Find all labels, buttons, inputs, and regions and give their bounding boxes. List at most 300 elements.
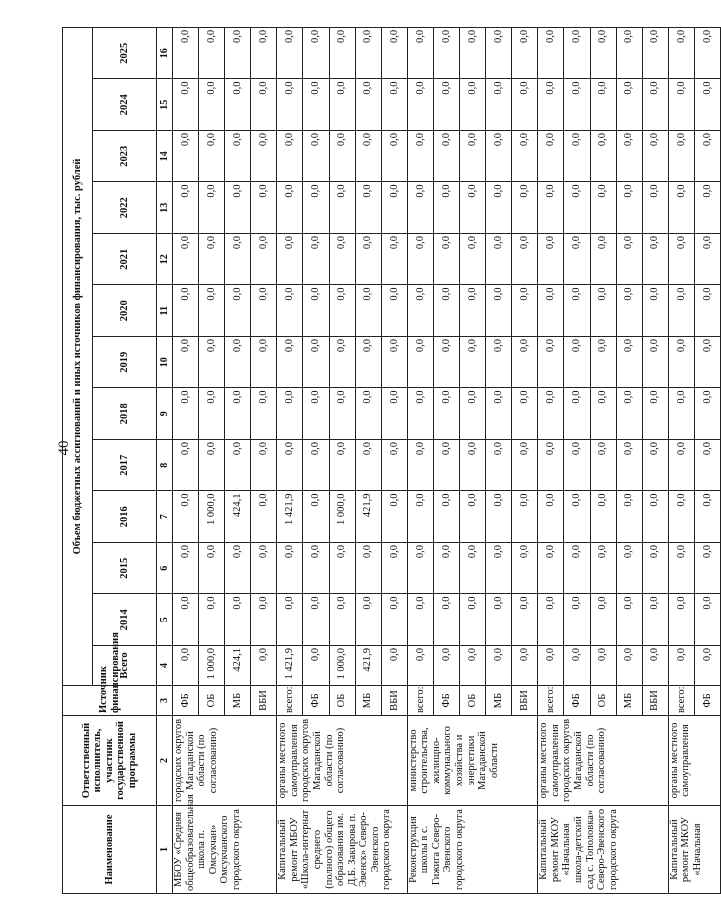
header-index: 10	[157, 337, 173, 389]
total-value: 0,0	[616, 646, 642, 686]
year-value: 0,0	[329, 594, 355, 646]
total-value: 0,0	[251, 646, 277, 686]
year-value: 0,0	[277, 388, 303, 440]
year-value: 0,0	[512, 337, 538, 389]
year-value: 0,0	[538, 337, 564, 389]
year-value: 0,0	[329, 182, 355, 234]
funding-source: ВБИ	[251, 686, 277, 716]
year-value: 1 000,0	[199, 491, 225, 543]
year-value: 0,0	[564, 234, 590, 286]
year-value: 0,0	[512, 285, 538, 337]
year-value: 0,0	[512, 182, 538, 234]
funding-source: ОБ	[329, 686, 355, 716]
year-value: 0,0	[199, 285, 225, 337]
funding-source: всего:	[277, 686, 303, 716]
header-index: 9	[157, 388, 173, 440]
header-year: 2017	[93, 440, 157, 492]
year-value: 0,0	[590, 234, 616, 286]
year-value: 0,0	[642, 285, 668, 337]
year-value: 0,0	[251, 337, 277, 389]
year-value: 0,0	[355, 337, 381, 389]
year-value: 0,0	[668, 234, 694, 286]
year-value: 0,0	[381, 388, 407, 440]
total-value: 424,1	[225, 646, 251, 686]
year-value: 0,0	[460, 79, 486, 131]
funding-source: МБ	[486, 686, 512, 716]
year-value: 0,0	[590, 388, 616, 440]
year-value: 0,0	[538, 131, 564, 183]
year-value: 0,0	[668, 182, 694, 234]
year-value: 0,0	[564, 594, 590, 646]
year-value: 0,0	[668, 491, 694, 543]
year-value: 0,0	[277, 131, 303, 183]
year-value: 0,0	[225, 285, 251, 337]
year-value: 0,0	[199, 543, 225, 595]
year-value: 0,0	[355, 234, 381, 286]
year-value: 0,0	[381, 234, 407, 286]
year-value: 0,0	[460, 594, 486, 646]
year-value: 0,0	[668, 79, 694, 131]
year-value: 0,0	[486, 388, 512, 440]
header-executor: Ответственный исполнитель, участник государственной программы	[63, 716, 157, 806]
year-value: 0,0	[407, 27, 433, 79]
year-value: 0,0	[329, 543, 355, 595]
year-value: 0,0	[303, 79, 329, 131]
year-value: 0,0	[173, 182, 199, 234]
year-value: 0,0	[173, 388, 199, 440]
header-index: 3	[157, 686, 173, 716]
year-value: 0,0	[277, 234, 303, 286]
total-value: 1 421,9	[277, 646, 303, 686]
executor: органы местного самоуправления	[668, 716, 720, 806]
object-name: МБОУ «Средняя общеобразовательная школа п. Омсукчан» Омсукчанского городского округа	[173, 806, 277, 894]
year-value: 0,0	[460, 388, 486, 440]
header-index: 2	[157, 716, 173, 806]
year-value: 0,0	[668, 388, 694, 440]
year-value: 0,0	[694, 491, 720, 543]
year-value: 0,0	[329, 388, 355, 440]
year-value: 0,0	[616, 182, 642, 234]
year-value: 0,0	[225, 27, 251, 79]
header-year: 2022	[93, 182, 157, 234]
header-year: 2018	[93, 388, 157, 440]
funding-source: МБ	[355, 686, 381, 716]
year-value: 0,0	[694, 337, 720, 389]
funding-source: ВБИ	[512, 686, 538, 716]
header-year: 2014	[93, 594, 157, 646]
year-value: 0,0	[251, 285, 277, 337]
year-value: 0,0	[538, 594, 564, 646]
header-year: 2019	[93, 337, 157, 389]
funding-source: всего:	[407, 686, 433, 716]
year-value: 0,0	[303, 285, 329, 337]
year-value: 0,0	[486, 543, 512, 595]
year-value: 0,0	[486, 182, 512, 234]
page-number: 40	[56, 440, 72, 456]
year-value: 0,0	[486, 285, 512, 337]
year-value: 0,0	[616, 440, 642, 492]
year-value: 0,0	[355, 440, 381, 492]
year-value: 0,0	[668, 594, 694, 646]
year-value: 0,0	[303, 543, 329, 595]
year-value: 0,0	[355, 79, 381, 131]
year-value: 0,0	[303, 234, 329, 286]
year-value: 0,0	[616, 594, 642, 646]
year-value: 0,0	[277, 440, 303, 492]
year-value: 0,0	[486, 594, 512, 646]
year-value: 0,0	[407, 285, 433, 337]
year-value: 0,0	[381, 27, 407, 79]
header-index: 5	[157, 594, 173, 646]
year-value: 0,0	[512, 491, 538, 543]
year-value: 0,0	[694, 79, 720, 131]
year-value: 0,0	[694, 543, 720, 595]
year-value: 0,0	[694, 27, 720, 79]
year-value: 0,0	[460, 543, 486, 595]
year-value: 0,0	[225, 131, 251, 183]
year-value: 0,0	[460, 27, 486, 79]
year-value: 0,0	[251, 131, 277, 183]
year-value: 0,0	[433, 131, 459, 183]
year-value: 0,0	[694, 182, 720, 234]
header-total: Всего	[93, 646, 157, 686]
year-value: 0,0	[616, 27, 642, 79]
funding-source: ФБ	[433, 686, 459, 716]
table-row	[538, 27, 564, 893]
year-value: 0,0	[225, 543, 251, 595]
table-row	[407, 27, 433, 893]
year-value: 0,0	[512, 131, 538, 183]
year-value: 0,0	[225, 594, 251, 646]
header-volume-group: Объем бюджетных ассигнований и иных источников финансирования, тыс. рублей	[63, 27, 93, 685]
year-value: 0,0	[590, 543, 616, 595]
year-value: 0,0	[590, 440, 616, 492]
year-value: 0,0	[199, 27, 225, 79]
year-value: 0,0	[564, 491, 590, 543]
year-value: 0,0	[486, 337, 512, 389]
funding-source: ОБ	[460, 686, 486, 716]
total-value: 0,0	[564, 646, 590, 686]
year-value: 0,0	[616, 337, 642, 389]
year-value: 0,0	[668, 27, 694, 79]
year-value: 0,0	[225, 234, 251, 286]
year-value: 0,0	[381, 594, 407, 646]
object-name: Реконструкция школы в с. Гижига Северо-Эвенского городского округа	[407, 806, 537, 894]
year-value: 0,0	[642, 27, 668, 79]
year-value: 0,0	[486, 79, 512, 131]
total-value: 0,0	[538, 646, 564, 686]
year-value: 0,0	[381, 440, 407, 492]
year-value: 0,0	[538, 27, 564, 79]
year-value: 0,0	[407, 131, 433, 183]
year-value: 0,0	[538, 234, 564, 286]
year-value: 0,0	[407, 594, 433, 646]
year-value: 0,0	[433, 182, 459, 234]
year-value: 0,0	[355, 27, 381, 79]
total-value: 0,0	[512, 646, 538, 686]
year-value: 0,0	[225, 337, 251, 389]
year-value: 1 000,0	[329, 491, 355, 543]
total-value: 1 000,0	[199, 646, 225, 686]
year-value: 0,0	[590, 182, 616, 234]
year-value: 0,0	[564, 182, 590, 234]
year-value: 0,0	[381, 491, 407, 543]
year-value: 0,0	[668, 440, 694, 492]
year-value: 0,0	[251, 27, 277, 79]
year-value: 0,0	[564, 337, 590, 389]
total-value: 0,0	[303, 646, 329, 686]
year-value: 0,0	[433, 27, 459, 79]
rotated-table-container	[62, 28, 713, 894]
total-value: 0,0	[642, 646, 668, 686]
year-value: 0,0	[668, 285, 694, 337]
year-value: 0,0	[355, 182, 381, 234]
header-year: 2021	[93, 234, 157, 286]
total-value: 0,0	[381, 646, 407, 686]
funding-source: ОБ	[199, 686, 225, 716]
year-value: 0,0	[642, 234, 668, 286]
year-value: 0,0	[460, 131, 486, 183]
object-name: Капитальный ремонт МКОУ «Начальная школа-детский сад с. Тополовка» Северо-Эвенского городского округа	[538, 806, 668, 894]
year-value: 0,0	[251, 440, 277, 492]
year-value: 421,9	[355, 491, 381, 543]
year-value: 0,0	[642, 182, 668, 234]
header-index: 15	[157, 79, 173, 131]
year-value: 0,0	[668, 543, 694, 595]
year-value: 0,0	[173, 285, 199, 337]
header-year: 2025	[93, 27, 157, 79]
funding-source: всего:	[668, 686, 694, 716]
year-value: 1 421,9	[277, 491, 303, 543]
year-value: 0,0	[590, 337, 616, 389]
funding-source: ФБ	[303, 686, 329, 716]
year-value: 0,0	[538, 491, 564, 543]
table-row	[173, 27, 199, 893]
year-value: 0,0	[590, 594, 616, 646]
header-index: 8	[157, 440, 173, 492]
year-value: 424,1	[225, 491, 251, 543]
year-value: 0,0	[303, 337, 329, 389]
funding-source: всего:	[538, 686, 564, 716]
year-value: 0,0	[173, 491, 199, 543]
year-value: 0,0	[407, 388, 433, 440]
year-value: 0,0	[381, 285, 407, 337]
header-year: 2023	[93, 131, 157, 183]
year-value: 0,0	[199, 388, 225, 440]
year-value: 0,0	[199, 440, 225, 492]
year-value: 0,0	[355, 285, 381, 337]
year-value: 0,0	[616, 79, 642, 131]
year-value: 0,0	[251, 543, 277, 595]
header-index: 6	[157, 543, 173, 595]
year-value: 0,0	[251, 182, 277, 234]
year-value: 0,0	[616, 131, 642, 183]
funding-source: МБ	[225, 686, 251, 716]
year-value: 0,0	[564, 440, 590, 492]
year-value: 0,0	[407, 234, 433, 286]
year-value: 0,0	[616, 234, 642, 286]
year-value: 0,0	[512, 79, 538, 131]
year-value: 0,0	[538, 79, 564, 131]
year-value: 0,0	[225, 182, 251, 234]
year-value: 0,0	[616, 285, 642, 337]
object-name: Капитальный ремонт МКОУ «Начальная	[668, 806, 720, 894]
year-value: 0,0	[407, 440, 433, 492]
year-value: 0,0	[460, 491, 486, 543]
year-value: 0,0	[277, 182, 303, 234]
year-value: 0,0	[277, 79, 303, 131]
total-value: 0,0	[694, 646, 720, 686]
year-value: 0,0	[381, 131, 407, 183]
total-value: 0,0	[173, 646, 199, 686]
year-value: 0,0	[512, 543, 538, 595]
year-value: 0,0	[355, 594, 381, 646]
year-value: 0,0	[251, 388, 277, 440]
year-value: 0,0	[460, 234, 486, 286]
year-value: 0,0	[538, 543, 564, 595]
header-year: 2020	[93, 285, 157, 337]
year-value: 0,0	[433, 440, 459, 492]
year-value: 0,0	[303, 27, 329, 79]
total-value: 0,0	[486, 646, 512, 686]
executor: городских округов Магаданской области (по согласованию)	[173, 716, 277, 806]
year-value: 0,0	[642, 131, 668, 183]
year-value: 0,0	[642, 543, 668, 595]
year-value: 0,0	[564, 131, 590, 183]
year-value: 0,0	[538, 388, 564, 440]
header-source: Источник финансирования	[63, 686, 157, 716]
year-value: 0,0	[277, 27, 303, 79]
year-value: 0,0	[694, 131, 720, 183]
executor: органы местного самоуправления городских округов Магаданской области (по согласованию)	[277, 716, 407, 806]
year-value: 0,0	[590, 491, 616, 543]
year-value: 0,0	[173, 234, 199, 286]
year-value: 0,0	[407, 182, 433, 234]
funding-source: МБ	[616, 686, 642, 716]
year-value: 0,0	[564, 27, 590, 79]
year-value: 0,0	[329, 285, 355, 337]
year-value: 0,0	[251, 79, 277, 131]
year-value: 0,0	[173, 543, 199, 595]
year-value: 0,0	[433, 388, 459, 440]
total-value: 0,0	[668, 646, 694, 686]
year-value: 0,0	[277, 594, 303, 646]
year-value: 0,0	[590, 79, 616, 131]
header-index: 7	[157, 491, 173, 543]
year-value: 0,0	[538, 440, 564, 492]
header-index: 4	[157, 646, 173, 686]
year-value: 0,0	[225, 388, 251, 440]
year-value: 0,0	[590, 27, 616, 79]
header-year: 2024	[93, 79, 157, 131]
year-value: 0,0	[303, 440, 329, 492]
funding-source: ФБ	[694, 686, 720, 716]
year-value: 0,0	[616, 388, 642, 440]
year-value: 0,0	[642, 491, 668, 543]
year-value: 0,0	[173, 440, 199, 492]
header-index: 13	[157, 182, 173, 234]
year-value: 0,0	[460, 285, 486, 337]
year-value: 0,0	[460, 182, 486, 234]
year-value: 0,0	[173, 27, 199, 79]
year-value: 0,0	[173, 131, 199, 183]
year-value: 0,0	[303, 131, 329, 183]
year-value: 0,0	[303, 491, 329, 543]
header-index: 14	[157, 131, 173, 183]
year-value: 0,0	[538, 182, 564, 234]
header-index: 12	[157, 234, 173, 286]
total-value: 0,0	[407, 646, 433, 686]
year-value: 0,0	[407, 337, 433, 389]
header-index: 16	[157, 27, 173, 79]
year-value: 0,0	[381, 79, 407, 131]
year-value: 0,0	[486, 491, 512, 543]
year-value: 0,0	[694, 388, 720, 440]
year-value: 0,0	[564, 79, 590, 131]
year-value: 0,0	[486, 131, 512, 183]
table-row	[668, 27, 694, 893]
year-value: 0,0	[616, 491, 642, 543]
year-value: 0,0	[694, 440, 720, 492]
year-value: 0,0	[329, 440, 355, 492]
total-value: 1 000,0	[329, 646, 355, 686]
year-value: 0,0	[433, 234, 459, 286]
year-value: 0,0	[590, 285, 616, 337]
header-year: 2015	[93, 543, 157, 595]
year-value: 0,0	[512, 27, 538, 79]
budget-table	[62, 27, 721, 894]
funding-source: ОБ	[590, 686, 616, 716]
total-value: 0,0	[590, 646, 616, 686]
year-value: 0,0	[433, 79, 459, 131]
year-value: 0,0	[642, 79, 668, 131]
executor: органы местного самоуправления городских округов Магаданской области (по согласованию)	[538, 716, 668, 806]
year-value: 0,0	[642, 388, 668, 440]
year-value: 0,0	[564, 543, 590, 595]
year-value: 0,0	[512, 594, 538, 646]
year-value: 0,0	[225, 79, 251, 131]
year-value: 0,0	[407, 543, 433, 595]
year-value: 0,0	[329, 79, 355, 131]
year-value: 0,0	[694, 234, 720, 286]
year-value: 0,0	[199, 337, 225, 389]
year-value: 0,0	[277, 337, 303, 389]
year-value: 0,0	[616, 543, 642, 595]
year-value: 0,0	[277, 285, 303, 337]
year-value: 0,0	[329, 27, 355, 79]
table-body	[173, 27, 721, 893]
year-value: 0,0	[199, 234, 225, 286]
header-year: 2016	[93, 491, 157, 543]
year-value: 0,0	[173, 79, 199, 131]
year-value: 0,0	[329, 337, 355, 389]
year-value: 0,0	[433, 491, 459, 543]
year-value: 0,0	[512, 388, 538, 440]
year-value: 0,0	[251, 594, 277, 646]
total-value: 0,0	[433, 646, 459, 686]
year-value: 0,0	[564, 388, 590, 440]
total-value: 421,9	[355, 646, 381, 686]
year-value: 0,0	[433, 594, 459, 646]
year-value: 0,0	[642, 440, 668, 492]
year-value: 0,0	[303, 182, 329, 234]
year-value: 0,0	[329, 131, 355, 183]
year-value: 0,0	[251, 234, 277, 286]
year-value: 0,0	[486, 27, 512, 79]
object-name: Капитальный ремонт МБОУ «Школа-интернат среднего (полного) общего образования им. Д.Б. Закирова п. Эвенск» Северо-Эвенского городского округа	[277, 806, 407, 894]
year-value: 0,0	[355, 543, 381, 595]
year-value: 0,0	[433, 285, 459, 337]
